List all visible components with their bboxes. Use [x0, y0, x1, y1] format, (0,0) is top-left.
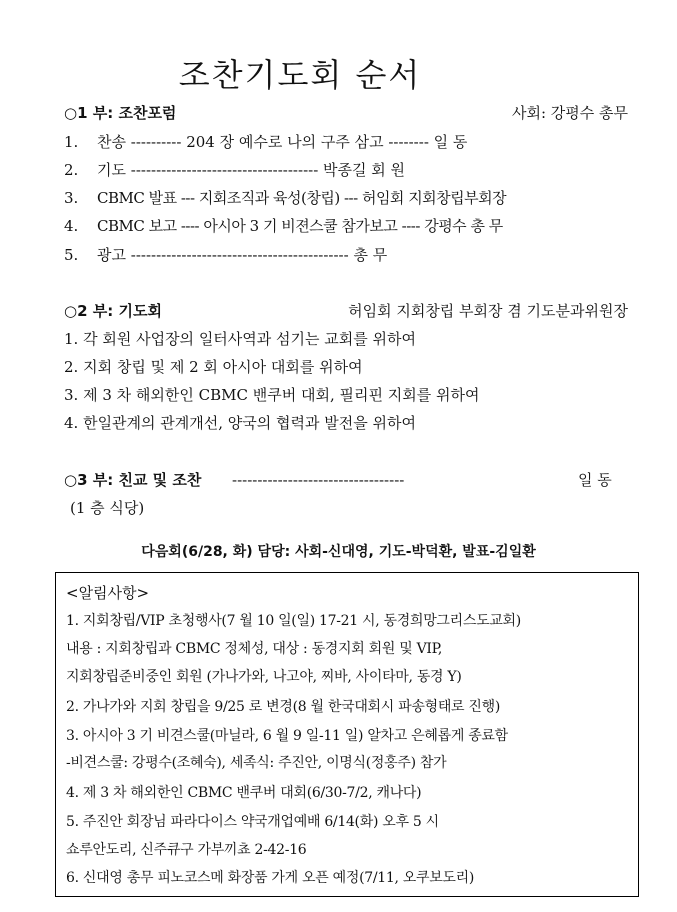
notice-line: -비견스쿨: 강평수(조혜숙), 세족식: 주진안, 이명식(정홍주) 참가	[66, 755, 447, 771]
part1-item-num: 3.	[64, 189, 79, 207]
part1-item-num: 2.	[64, 161, 79, 179]
notice-line: 1. 지회창립/VIP 초청행사(7 월 10 일(일) 17-21 시, 동경희망그리스도교회)	[66, 613, 521, 629]
part2-heading: ○2 부: 기도회	[64, 302, 162, 320]
part2-item: 4. 한일관계의 관계개선, 양국의 협력과 발전을 위하여	[64, 414, 416, 432]
notice-line: 2. 가나가와 지회 창립을 9/25 로 변경(8 월 한국대회시 파송형태로 진행)	[66, 699, 501, 715]
notice-line: 5. 주진안 회장님 파라다이스 약국개업예배 6/14(화) 오후 5 시	[66, 814, 439, 830]
part2-item: 3. 제 3 차 해외한인 CBMC 밴쿠버 대회, 필리핀 지회를 위하여	[64, 386, 480, 404]
part1-item-text: CBMC 발표 --- 지회조직과 육성(창립) --- 허임회 지회창립부회장	[97, 189, 507, 207]
page-title: 조찬기도회 순서	[178, 56, 422, 94]
part1-item-text: CBMC 보고 ---- 아시아 3 기 비젼스쿨 참가보고 ---- 강평수 총 무	[97, 217, 503, 235]
part3-who: 일 동	[578, 471, 612, 489]
part3-heading: ○3 부: 친교 및 조찬	[64, 471, 202, 489]
part2-item: 2. 지회 창립 및 제 2 회 아시아 대회를 위하여	[64, 358, 363, 376]
notice-line: 내용 : 지회창립과 CBMC 정체성, 대상 : 동경지회 회원 및 VIP,	[66, 641, 443, 657]
part1-item-text: 찬송 ---------- 204 장 예수로 나의 구주 삼고 -------- 일 동	[97, 133, 468, 151]
notice-line: 6. 신대영 총무 피노코스메 화장품 가게 오픈 예정(7/11, 오쿠보도리)	[66, 870, 475, 886]
part1-item-num: 5.	[64, 246, 79, 264]
part1-heading: ○1 부: 조찬포럼	[64, 104, 177, 122]
notice-line: 3. 아시아 3 기 비견스쿨(마닐라, 6 월 9 일-11 일) 알차고 은혜롭게 종료함	[66, 728, 508, 744]
part3-dashes: ----------------------------------	[232, 471, 405, 489]
next-meeting-info: 다음회(6/28, 화) 담당: 사회-신대영, 기도-박덕환, 발표-김일환	[141, 544, 536, 560]
notice-line: 지회창립준비중인 회원 (가나가와, 나고야, 찌바, 사이타마, 동경 Y)	[66, 669, 462, 685]
part1-item-num: 1.	[64, 133, 79, 151]
part2-item: 1. 각 회원 사업장의 일터사역과 섬기는 교회를 위하여	[64, 330, 416, 348]
notice-box	[55, 572, 639, 897]
part1-item-num: 4.	[64, 217, 79, 235]
notice-line: 4. 제 3 차 해외한인 CBMC 밴쿠버 대회(6/30-7/2, 캐나다)	[66, 785, 422, 801]
part1-item-text: 기도 ------------------------------------- 박종길 회 원	[97, 161, 406, 179]
part1-host: 사회: 강평수 총무	[511, 104, 628, 122]
part2-host: 허임회 지회창립 부회장 겸 기도분과위원장	[348, 302, 628, 320]
notice-heading: <알림사항>	[66, 584, 150, 602]
part3-place: (1 층 식당)	[70, 499, 145, 517]
part1-item-text: 광고 ------------------------------------------- 총 무	[97, 246, 388, 264]
notice-line: 쇼루안도리, 신주큐구 가부끼쵸 2-42-16	[66, 842, 307, 858]
